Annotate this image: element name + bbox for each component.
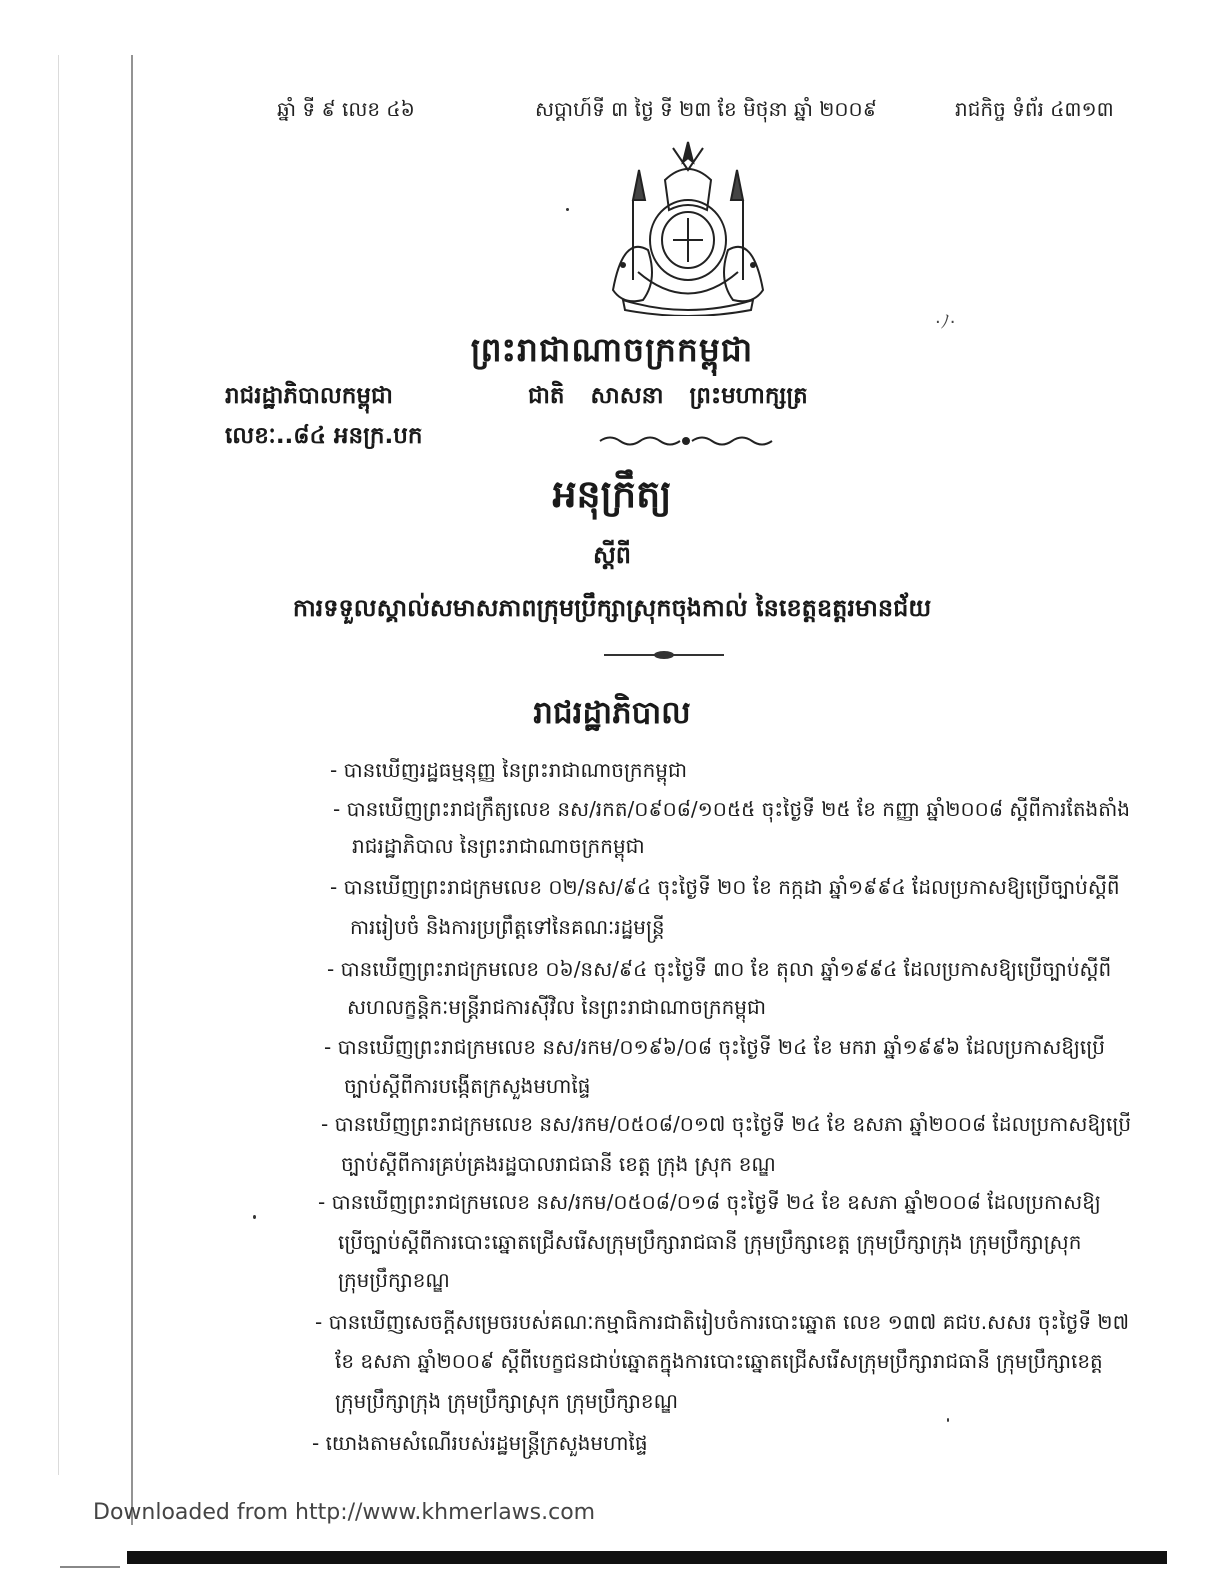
download-source-footer: Downloaded from http://www.khmerlaws.com xyxy=(93,1500,596,1525)
scan-edge-line xyxy=(131,55,133,1525)
on-label: ស្តីពី xyxy=(592,541,632,569)
body-line: រាជរដ្ឋាភិបាល នៃព្រះរាជាណាចក្រកម្ពុជា xyxy=(352,834,645,858)
issuer-name: រាជរដ្ឋាភិបាលកម្ពុជា xyxy=(225,383,393,409)
scan-edge-line-outer xyxy=(58,55,59,1475)
body-line: សហលក្ខន្តិកៈមន្ត្រីរាជការស៊ីវិល នៃព្រះរាជាណាចក្រកម្ពុជា xyxy=(347,995,767,1019)
scan-bottom-edge xyxy=(127,1551,1167,1564)
document-subject: ការទទួលស្គាល់សមាសភាពក្រុមប្រឹក្សាស្រុកចុងកាល់ នៃខេត្តឧត្តរមានជ័យ xyxy=(292,594,932,622)
scan-speck xyxy=(253,1215,256,1219)
body-line: - បានឃើញព្រះរាជក្រមលេខ នស/រកម/០១៩៦/០៨ ចុះថ្ងៃទី ២៤ ខែ មករា ឆ្នាំ១៩៩៦ ដែលប្រកាសឱ្យប្រើ xyxy=(324,1035,1105,1059)
body-line: - យោងតាមសំណើរបស់រដ្ឋមន្ត្រីក្រសួងមហាផ្ទៃ xyxy=(312,1431,648,1455)
header-page: រាជកិច្ច ទំព័រ ៤៣១៣ xyxy=(955,97,1114,121)
body-line: - បានឃើញសេចក្តីសម្រេចរបស់គណៈកម្មាធិការជាតិរៀបចំការបោះឆ្នោត លេខ ១៣៧ គជប.សសរ ចុះថ្ងៃទី ២៧ xyxy=(315,1310,1129,1334)
header-issue: ឆ្នាំ ទី ៩ លេខ ៤៦ xyxy=(277,97,415,121)
decree-number: លេខៈ..៨៤ អនក្រ.បក xyxy=(225,423,423,449)
scan-speck xyxy=(947,1418,949,1422)
body-line: - បានឃើញរដ្ឋធម្មនុញ្ញ នៃព្រះរាជាណាចក្រកម្ពុជា xyxy=(330,758,688,782)
body-line: - បានឃើញព្រះរាជក្រឹត្យលេខ នស/រកត/០៩០៨/១០៥៥ ចុះថ្ងៃទី ២៥ ខែ កញ្ញា ឆ្នាំ២០០៨ ស្តីពីការតែងតាំង xyxy=(333,797,1130,821)
body-line: ក្រុមប្រឹក្សាក្រុង ក្រុមប្រឹក្សាស្រុក ក្រុមប្រឹក្សាខណ្ឌ xyxy=(335,1389,678,1413)
government-heading: រាជរដ្ឋាភិបាល xyxy=(533,695,691,731)
national-motto: ជាតិ សាសនា ព្រះមហាក្សត្រ xyxy=(528,383,808,409)
section-divider-ornament xyxy=(654,651,674,659)
body-line: ច្បាប់ស្តីពីការគ្រប់គ្រងរដ្ឋបាលរាជធានី ខេត្ត ក្រុង ស្រុក ខណ្ឌ xyxy=(341,1152,776,1176)
scan-speck xyxy=(566,208,569,211)
ornament-divider xyxy=(598,432,774,450)
body-line: ការរៀបចំ និងការប្រព្រឹត្តទៅនៃគណៈរដ្ឋមន្ត្រី xyxy=(350,915,665,939)
body-line: - បានឃើញព្រះរាជក្រមលេខ នស/រកម/០៥០៨/០១៨ ចុះថ្ងៃទី ២៤ ខែ ឧសភា ឆ្នាំ២០០៨ ដែលប្រកាសឱ្យ xyxy=(318,1190,1101,1214)
scan-mark: ·ﾉ· xyxy=(935,312,956,333)
body-line: - បានឃើញព្រះរាជក្រមលេខ នស/រកម/០៥០៨/០១៧ ចុះថ្ងៃទី ២៤ ខែ ឧសភា ឆ្នាំ២០០៨ ដែលប្រកាសឱ្យប្រើ xyxy=(321,1112,1132,1136)
document-type: អនុក្រឹត្យ xyxy=(552,472,672,516)
scan-bottom-edge-faint xyxy=(60,1566,120,1568)
body-line: ខែ ឧសភា ឆ្នាំ២០០៩ ស្តីពីបេក្ខជនជាប់ឆ្នោតក្នុងការបោះឆ្នោតជ្រើសរើសក្រុមប្រឹក្សារាជធានី ក្រុមប្រឹក្សាខេត្ត xyxy=(335,1349,1103,1373)
body-line: ក្រុមប្រឹក្សាខណ្ឌ xyxy=(338,1268,450,1292)
header-date: សប្តាហ៍ទី ៣ ថ្ងៃ ទី ២៣ ខែ មិថុនា ឆ្នាំ ២០០៩ xyxy=(535,97,877,121)
body-line: - បានឃើញព្រះរាជក្រមលេខ ០៦/នស/៩៤ ចុះថ្ងៃទី ៣០ ខែ តុលា ឆ្នាំ១៩៩៤ ដែលប្រកាសឱ្យប្រើច្បាប់ស្តីពី xyxy=(327,957,1112,981)
body-line: ប្រើច្បាប់ស្តីពីការបោះឆ្នោតជ្រើសរើសក្រុមប្រឹក្សារាជធានី ក្រុមប្រឹក្សាខេត្ត ក្រុមប្រឹក្សាក្រុង ក្រុមប្រឹក្សាស្រុក xyxy=(338,1230,1082,1254)
body-line: ច្បាប់ស្តីពីការបង្កើតក្រសួងមហាផ្ទៃ xyxy=(344,1074,591,1098)
kingdom-title: ព្រះរាជាណាចក្រកម្ពុជា xyxy=(470,330,754,369)
royal-coat-of-arms-emblem xyxy=(603,140,773,316)
body-line: - បានឃើញព្រះរាជក្រមលេខ ០២/នស/៩៤ ចុះថ្ងៃទី ២០ ខែ កក្កដា ឆ្នាំ១៩៩៤ ដែលប្រកាសឱ្យប្រើច្បាប់ស្តីពី xyxy=(330,875,1120,899)
